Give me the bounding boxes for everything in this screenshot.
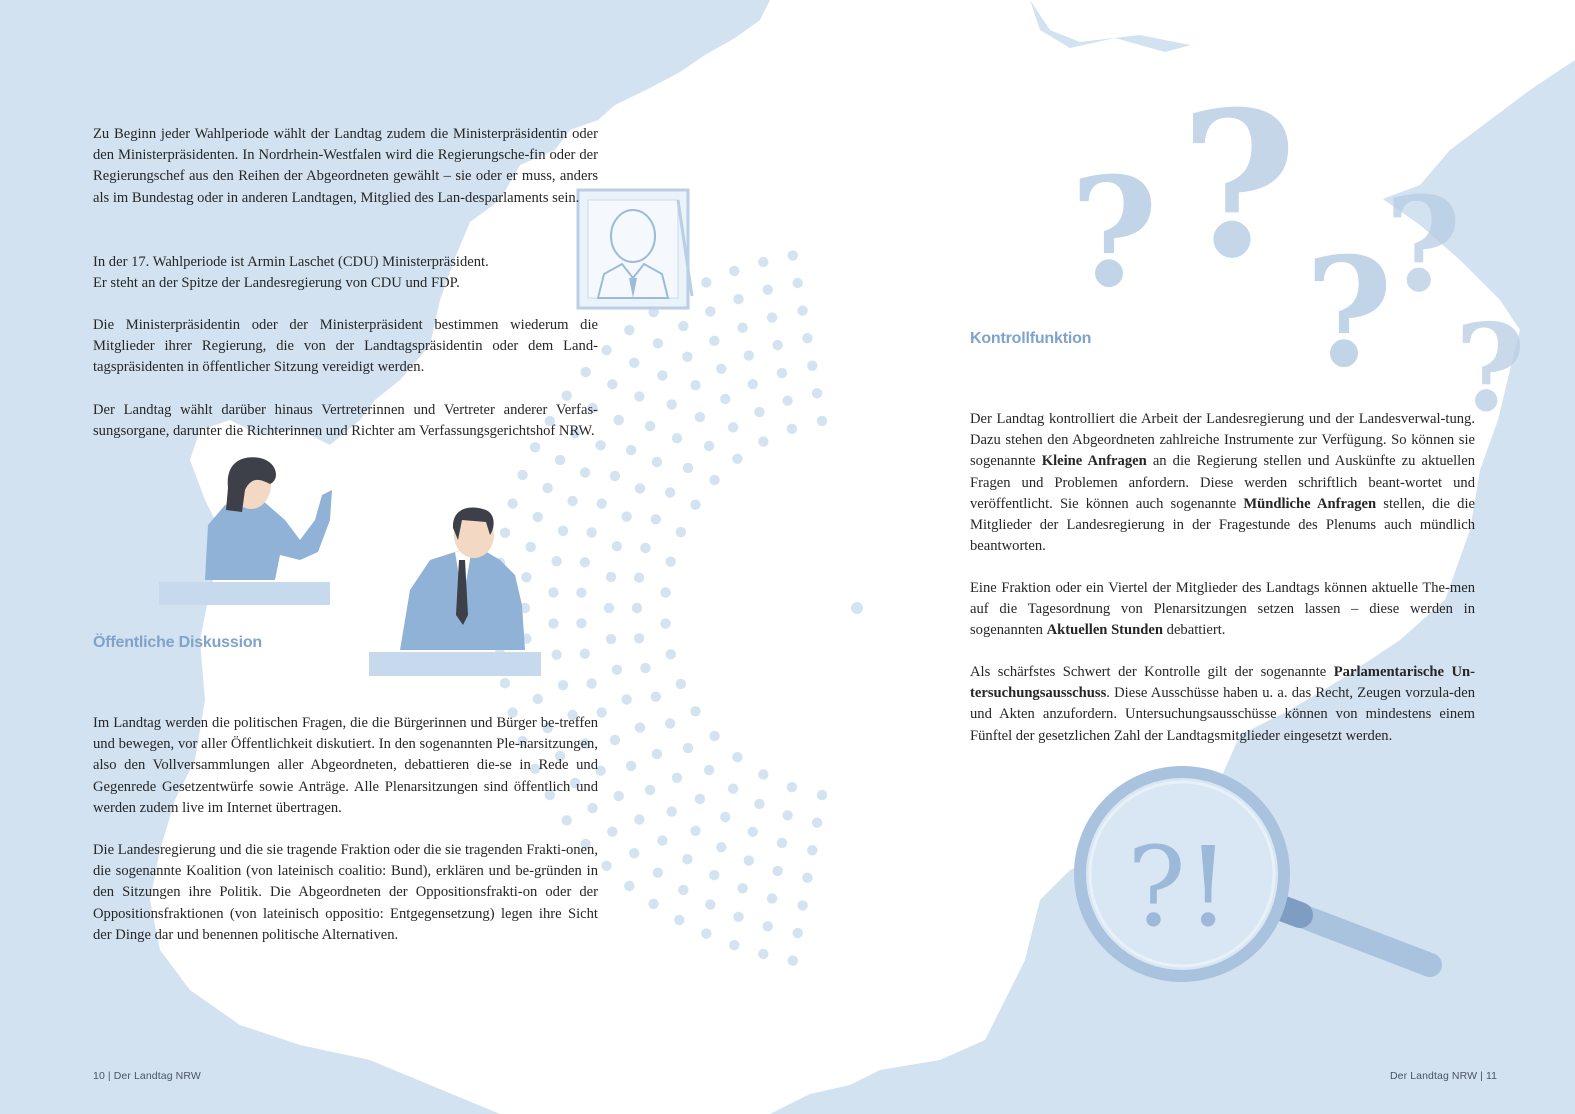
seat-dot	[817, 790, 827, 800]
seat-dot	[787, 424, 797, 434]
seat-dot	[728, 784, 738, 794]
seat-dot	[645, 785, 655, 795]
seat-dot	[682, 352, 692, 362]
seat-dot	[772, 340, 782, 350]
seat-dot	[632, 603, 642, 613]
seat-dot	[793, 928, 803, 938]
seat-dot	[701, 928, 711, 938]
seat-dot	[788, 250, 798, 260]
seat-dot	[812, 388, 822, 398]
seat-dot	[683, 463, 693, 473]
seat-dot	[690, 826, 700, 836]
aktuelle-stunden-term: Aktuellen Stunden	[1046, 622, 1163, 639]
seat-dot	[682, 854, 692, 864]
seat-dot	[629, 358, 639, 368]
seat-dot	[621, 694, 631, 704]
seat-dot	[716, 842, 726, 852]
seat-dot	[666, 557, 676, 567]
seat-dot	[634, 573, 644, 583]
seat-dot	[758, 769, 768, 779]
seat-dot	[672, 433, 682, 443]
seat-dot	[640, 663, 650, 673]
seat-dot	[777, 368, 787, 378]
seat-dot	[614, 791, 624, 801]
seat-dot	[817, 416, 827, 426]
seat-dot	[614, 415, 624, 425]
svg-text:?!: ?!	[1127, 823, 1231, 951]
seat-dot	[676, 679, 686, 689]
seat-dot	[733, 294, 743, 304]
seat-dot	[716, 364, 726, 374]
seat-dot	[665, 487, 675, 497]
seat-dot	[634, 391, 644, 401]
seat-dot	[548, 618, 558, 628]
seat-dot	[651, 692, 661, 702]
seat-dot	[635, 483, 645, 493]
seat-dot	[709, 731, 719, 741]
seat-dot	[580, 557, 590, 567]
seat-dot	[674, 915, 684, 925]
seat-dot	[533, 512, 543, 522]
seat-dot	[767, 312, 777, 322]
seat-dot	[782, 810, 792, 820]
seat-dot	[733, 912, 743, 922]
muendliche-anfragen-term: Mündliche Anfragen	[1243, 495, 1377, 512]
untersuchungsausschuss-term: Parlamentarische Un-tersuchungsausschuss	[970, 664, 1475, 702]
seat-dot	[812, 818, 822, 828]
seat-dot	[530, 442, 540, 452]
seat-dot	[758, 436, 768, 446]
inquiry-text-2: . Diese Ausschüsse haben u. a. das Recht, Zeugen vorzula-den und Akten anzufordern. Untersuchungsausschüsse können von mindestens einem Fünftel der gesetzlichen Zahl der Landtagsmitglieder eingesetzt werden.	[970, 685, 1475, 744]
seat-dot	[701, 277, 711, 287]
control-text-3: stellen, die die Mitglieder der Landesregierung in der Fragestunde des Plenums auch mündlich beantworten.	[970, 495, 1475, 555]
seat-dot	[657, 835, 667, 845]
heading-kontrollfunktion: Kontrollfunktion	[970, 330, 1092, 347]
seat-dot	[667, 399, 677, 409]
seat-dot	[624, 325, 634, 335]
seat-dot	[744, 855, 754, 865]
seat-dot	[548, 587, 558, 597]
seat-dot	[732, 752, 742, 762]
seat-dot	[517, 470, 527, 480]
seat-dot	[612, 665, 622, 675]
seat-dot	[782, 396, 792, 406]
seat-dot	[695, 412, 705, 422]
seat-dot	[754, 799, 764, 809]
svg-text:?: ?	[1385, 168, 1462, 321]
seat-dot	[748, 827, 758, 837]
seat-dot	[580, 649, 590, 659]
seat-dot	[651, 514, 661, 524]
seat-dot	[626, 761, 636, 771]
seat-dot	[748, 379, 758, 389]
seat-dot	[601, 345, 611, 355]
seat-dot	[690, 500, 700, 510]
seat-dot	[758, 949, 768, 959]
seat-dot	[802, 873, 812, 883]
svg-text:?: ?	[1305, 225, 1393, 401]
seat-dot	[629, 848, 639, 858]
seat-dot	[604, 603, 614, 613]
seat-dot	[640, 543, 650, 553]
svg-text:?: ?	[1070, 145, 1158, 321]
control-text-2: an die Regierung stellen und Auskünfte zu aktuellen Fragen und Problemen anfordern. Diese werden schriftlich beant-wortet und veröffentlicht. Sie können auch sogenannte	[970, 453, 1475, 512]
seat-dot	[732, 454, 742, 464]
seat-dot	[601, 861, 611, 871]
seat-dot	[763, 921, 773, 931]
seat-dot	[793, 278, 803, 288]
coalition-paragraph: Die Landesregierung und die sie tragende Fraktion oder die sie tragenden Frakti-onen, die sogenannte Koalition (von lateinisch coalitio: Bund), erklären und be-gründen in den Sitzungen ihre Politik. Die Abgeordneten der Oppositionsfrakti-on oder der Oppositionsfraktionen (von lateinisch oppositio: Entgegensetzung) legen ihre Sicht der Dinge dar und benennen politische Alternativen.	[93, 842, 598, 943]
footer-left: 10 | Der Landtag NRW	[93, 1070, 201, 1082]
seat-dot	[610, 735, 620, 745]
seat-dot	[772, 866, 782, 876]
seat-dot	[624, 881, 634, 891]
seat-dot	[653, 868, 663, 878]
svg-text:?: ?	[1455, 298, 1526, 439]
seat-dot	[797, 305, 807, 315]
seat-dot	[744, 350, 754, 360]
seat-dot	[606, 572, 616, 582]
seat-dot	[754, 407, 764, 417]
constitutional-organs-paragraph: Der Landtag wählt darüber hinaus Vertreterinnen und Vertreter anderer Verfas-sungsorgane, darunter die Richterinnen und Richter am Verfassungsgerichtshof NRW.	[93, 402, 598, 440]
seat-dot	[678, 321, 688, 331]
seat-dot	[690, 380, 700, 390]
seat-dot	[777, 838, 787, 848]
seat-dot	[526, 542, 536, 552]
seat-dot	[695, 794, 705, 804]
seat-dot	[634, 633, 644, 643]
seat-dot	[521, 572, 531, 582]
seat-dot	[767, 893, 777, 903]
laschet-paragraph	[93, 252, 598, 294]
intro-paragraph: Zu Beginn jeder Wahlperiode wählt der Landtag zudem die Ministerpräsidentin oder den Ministerpräsidenten. In Nordrhein-Westfalen wird die Regierungsche-fin oder der Regierungschef aus den Reihen der Abgeordneten gewählt – sie oder er muss, anders als im Bundestag oder in anderen Landtagen, Mitglied des Lan-desparlaments sein.	[93, 126, 598, 206]
laschet-line-2: Er steht an der Spitze der Landesregierung von CDU und FDP.	[93, 275, 460, 292]
seat-dot	[558, 526, 568, 536]
heading-oeffentliche-diskussion: Öffentliche Diskussion	[93, 634, 262, 651]
seat-dot	[580, 467, 590, 477]
seat-dot	[607, 379, 617, 389]
seat-dot	[788, 955, 798, 965]
seat-dot	[533, 694, 543, 704]
seat-dot	[683, 743, 693, 753]
seat-dot	[606, 634, 616, 644]
seat-dot	[787, 782, 797, 792]
seat-dot	[665, 718, 675, 728]
seat-dot	[576, 588, 586, 598]
topics-text-2: debattiert.	[1163, 622, 1226, 639]
seat-dot	[720, 394, 730, 404]
seat-dot	[612, 541, 622, 551]
inquiry-committee-paragraph	[970, 662, 1475, 747]
seat-dot	[634, 814, 644, 824]
seat-dot	[802, 333, 812, 343]
footer-right: Der Landtag NRW | 11	[1390, 1070, 1498, 1082]
seat-dot	[763, 285, 773, 295]
seat-dot	[709, 336, 719, 346]
seat-dot	[635, 722, 645, 732]
seat-dot	[729, 940, 739, 950]
seat-dot	[728, 422, 738, 432]
svg-text:?: ?	[1180, 68, 1298, 303]
seat-dot	[660, 618, 670, 628]
seat-dot	[676, 527, 686, 537]
seat-dot	[542, 483, 552, 493]
control-paragraph	[970, 409, 1475, 557]
seat-dot	[607, 827, 617, 837]
seat-dot	[807, 361, 817, 371]
seat-dot	[737, 883, 747, 893]
seat-dot	[672, 773, 682, 783]
seat-dot	[705, 899, 715, 909]
laschet-line-1: In der 17. Wahlperiode ist Armin Laschet (CDU) Ministerpräsident.	[93, 254, 489, 270]
seat-dot	[586, 527, 596, 537]
seat-dot	[657, 370, 667, 380]
seat-dot	[678, 885, 688, 895]
seat-dot	[660, 587, 670, 597]
seat-dot	[653, 338, 663, 348]
control-text-1: Der Landtag kontrolliert die Arbeit der Landesregierung und der Landesverwal-tung. Dazu stehen den Abgeordneten zahlreiche Instrumente zur Verfügung. So können sie sogenannte	[970, 411, 1475, 470]
topics-text-1: Eine Fraktion oder ein Viertel der Mitglieder des Landtags können aktuelle The-men auf die Tagesordnung von Plenarsitzungen setzen lassen – diese werden in sogenannten	[970, 580, 1475, 639]
seat-dot	[500, 528, 510, 538]
seat-dot	[720, 812, 730, 822]
seat-dot	[551, 556, 561, 566]
seat-dot	[567, 496, 577, 506]
seat-dot	[576, 618, 586, 628]
discussion-paragraph: Im Landtag werden die politischen Fragen, die die Bürgerinnen und Bürger be-treffen und bewegen, vor aller Öffentlichkeit diskutiert. In den sogenannten Ple-narsitzungen, also den Vollversammlungen aller Abgeordneten, debattieren die-se in Rede und Gegenrede Gesetzentwürfe sowie Anträge. Alle Plenarsitzungen sind öffentlich und werden zudem live im Internet übertragen.	[93, 715, 598, 816]
current-topics-paragraph	[970, 578, 1475, 642]
seat-dot	[851, 602, 863, 614]
seat-dot	[500, 678, 510, 688]
seat-dot	[648, 899, 658, 909]
seat-dot	[666, 649, 676, 659]
seat-dot	[610, 471, 620, 481]
seat-dot	[737, 323, 747, 333]
kleine-anfragen-term: Kleine Anfragen	[1041, 453, 1147, 470]
seat-dot	[652, 457, 662, 467]
seat-dot	[555, 455, 565, 465]
seat-dot	[597, 498, 607, 508]
seat-dot	[645, 421, 655, 431]
seat-dot	[729, 266, 739, 276]
seat-dot	[597, 707, 607, 717]
seat-dot	[704, 765, 714, 775]
seat-dot	[652, 749, 662, 759]
seat-dot	[807, 845, 817, 855]
seat-dot	[626, 445, 636, 455]
seat-dot	[507, 498, 517, 508]
seat-dot	[690, 706, 700, 716]
seat-dot	[709, 870, 719, 880]
seat-dot	[797, 900, 807, 910]
seat-dot	[758, 257, 768, 267]
seat-dot	[621, 511, 631, 521]
seat-dot	[551, 650, 561, 660]
government-paragraph: Die Ministerpräsidentin oder der Ministerpräsident bestimmen wiederum die Mitglieder ihrer Regierung, die von der Landtagspräsidentin oder dem Land-tagspräsidenten in öffentlicher Sitzung vereidigt werden.	[93, 317, 598, 376]
seat-dot	[709, 475, 719, 485]
inquiry-text-1: Als schärfstes Schwert der Kontrolle gilt der sogenannte	[970, 664, 1334, 680]
seat-dot	[705, 306, 715, 316]
seat-dot	[667, 806, 677, 816]
seat-dot	[704, 441, 714, 451]
seat-dot	[558, 680, 568, 690]
seat-dot	[586, 678, 596, 688]
